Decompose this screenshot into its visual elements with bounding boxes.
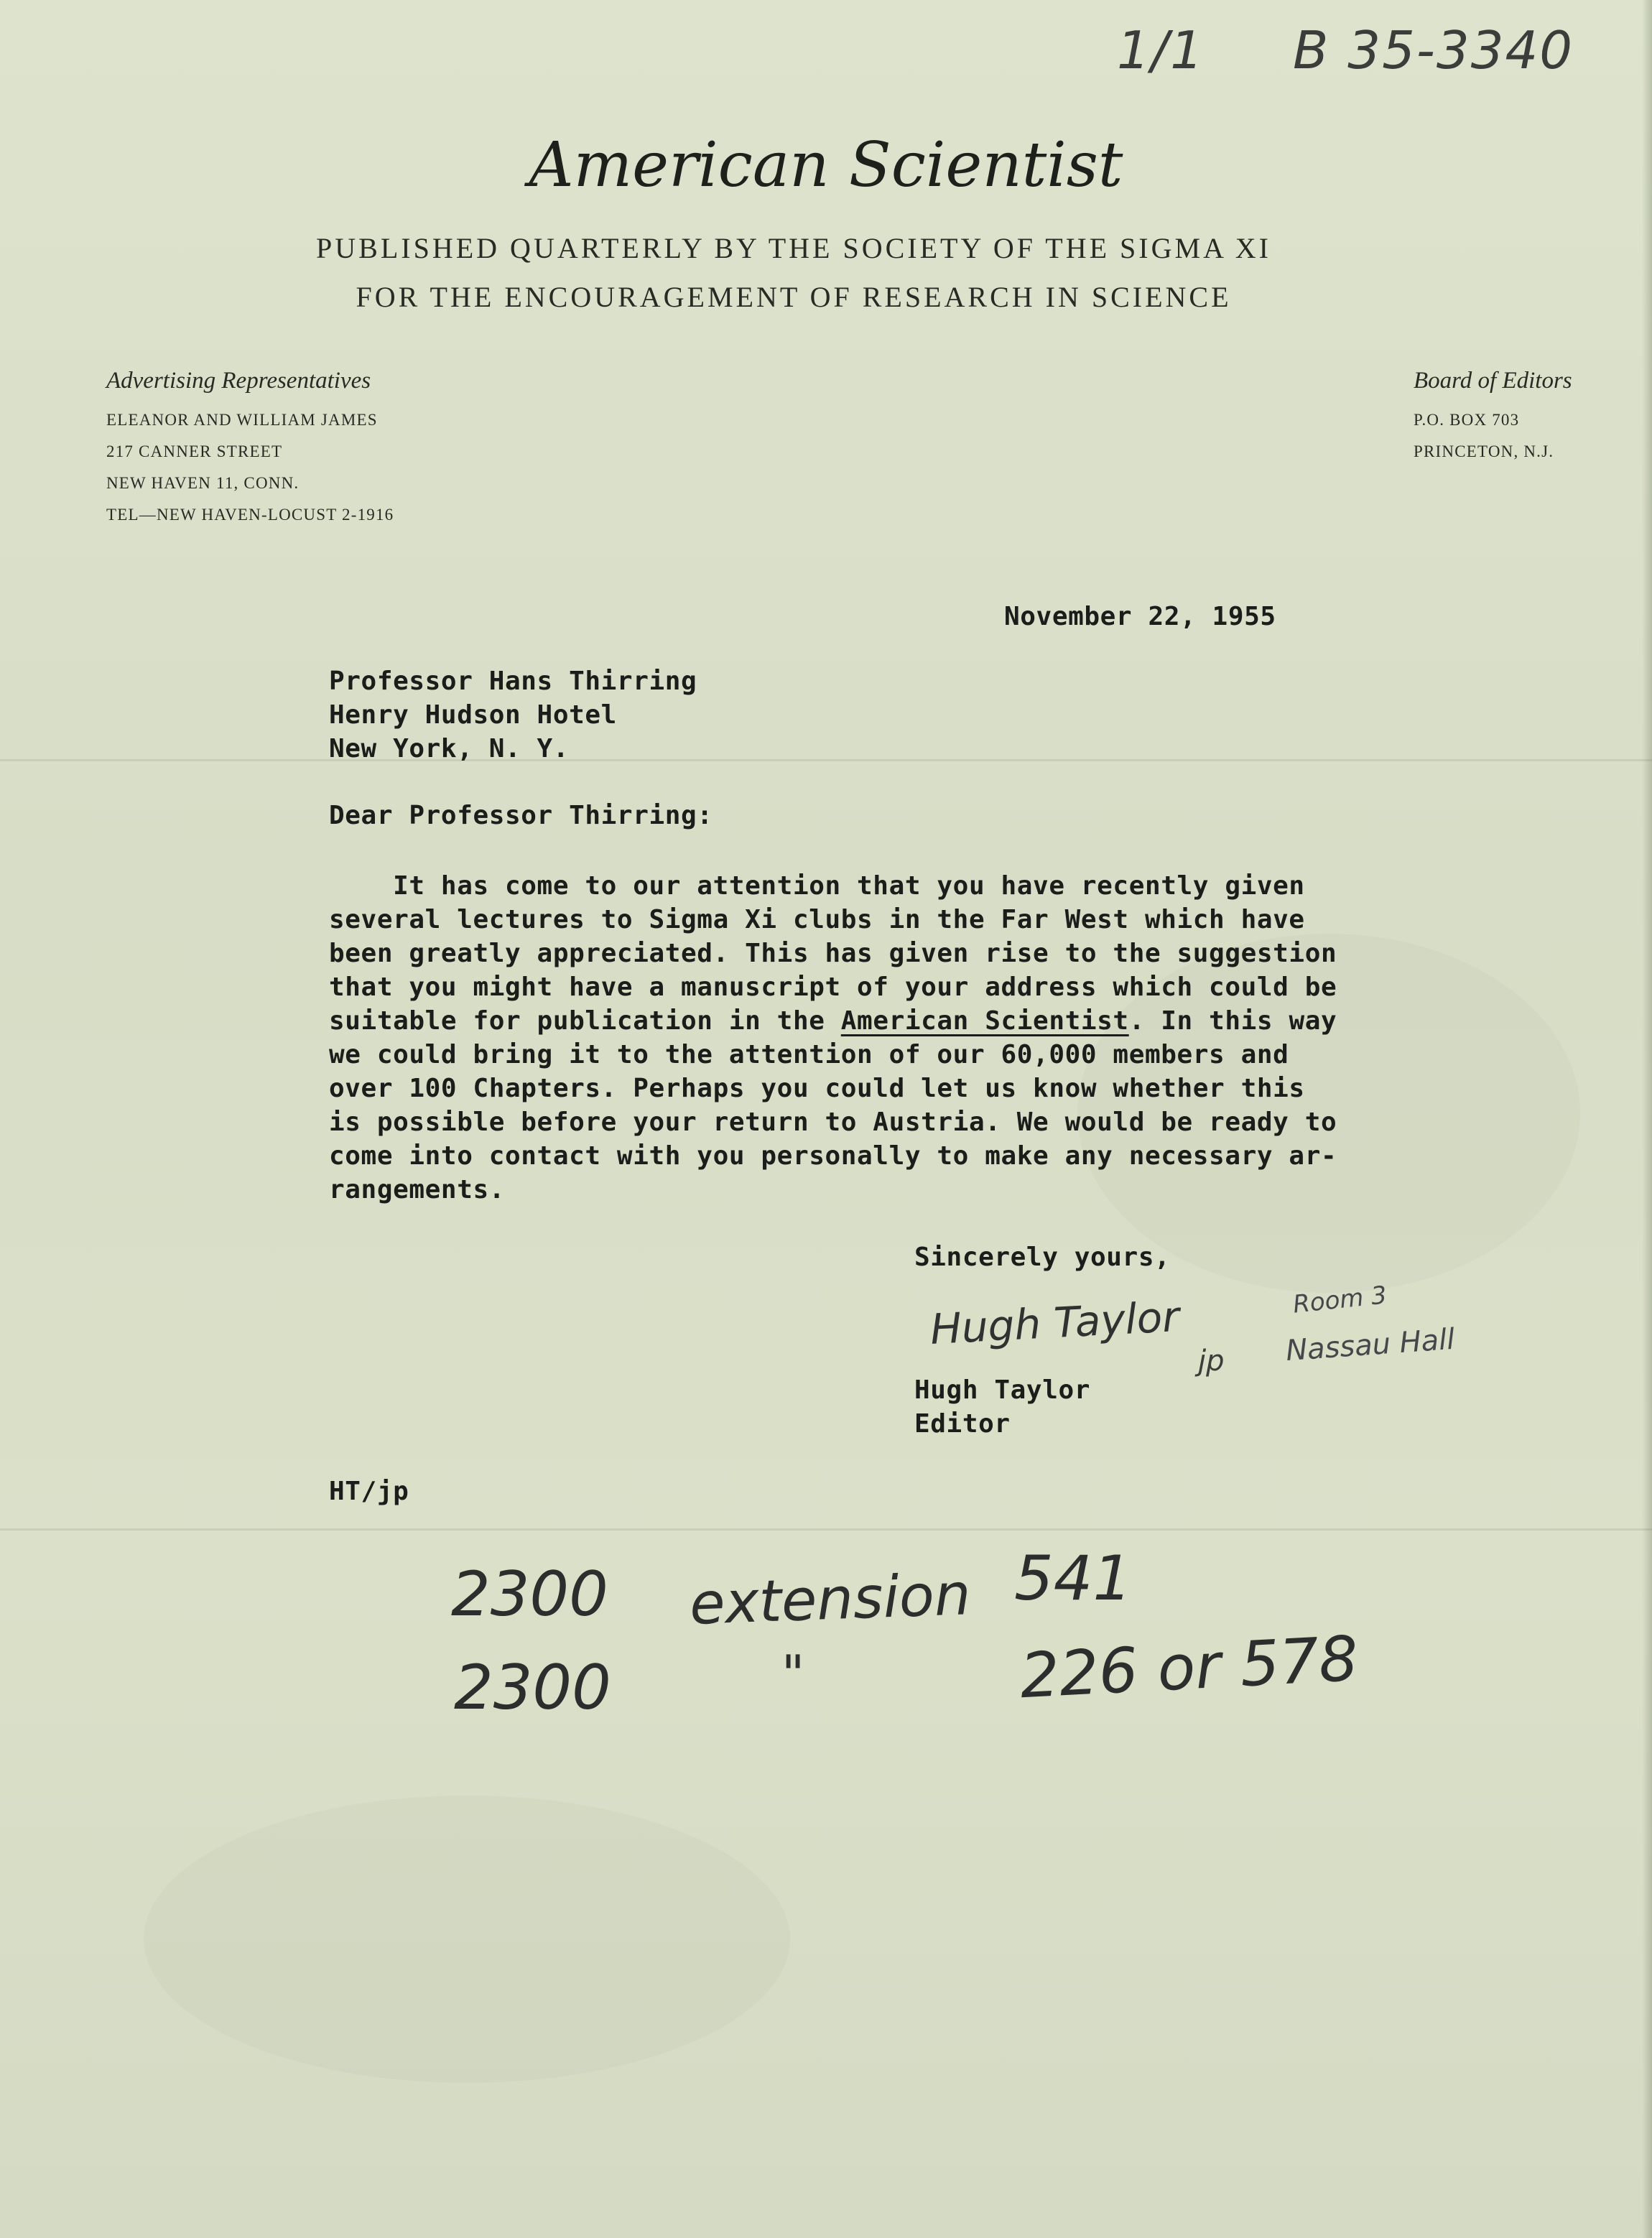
- body-line: is possible before your return to Austria. We would be ready to: [329, 1108, 1337, 1137]
- editors-heading: Board of Editors: [1414, 368, 1572, 394]
- handwritten-hall-note: Nassau Hall: [1284, 1322, 1456, 1368]
- letter-closing: Sincerely yours,: [914, 1243, 1171, 1272]
- advertising-line: NEW HAVEN 11, CONN.: [106, 474, 300, 492]
- paper-fold: [0, 759, 1652, 761]
- body-line-part: suitable for publication in the: [329, 1006, 841, 1036]
- body-line: over 100 Chapters. Perhaps you could let us know whether this: [329, 1074, 1305, 1103]
- body-line: It has come to our attention that you have recently given: [329, 871, 1305, 901]
- advertising-line: ELEANOR AND WILLIAM JAMES: [106, 411, 378, 429]
- recipient-line: New York, N. Y.: [329, 734, 570, 763]
- letter-salutation: Dear Professor Thirring:: [329, 801, 713, 830]
- handwritten-phone-number: 2300: [451, 1559, 608, 1630]
- handwritten-extension-number: 226 or 578: [1018, 1622, 1360, 1713]
- paper-stain: [144, 1796, 790, 2083]
- editors-block: [1414, 368, 1572, 468]
- archive-folio-mark: 1/1: [1117, 20, 1205, 80]
- handwritten-extension-word: extension: [688, 1561, 972, 1638]
- recipient-line: Professor Hans Thirring: [329, 667, 697, 696]
- body-line: come into contact with you personally to make any necessary ar-: [329, 1141, 1337, 1171]
- advertising-line: 217 CANNER STREET: [106, 442, 283, 460]
- signer-title: Editor: [914, 1409, 1011, 1439]
- paper-edge: [1642, 0, 1652, 2238]
- paper-fold: [0, 1528, 1652, 1531]
- signer-name: Hugh Taylor: [914, 1375, 1091, 1405]
- handwritten-phone-number: 2300: [454, 1652, 611, 1724]
- body-line: several lectures to Sigma Xi clubs in the Far West which have: [329, 905, 1305, 934]
- handwritten-signature: Hugh Taylor: [929, 1291, 1181, 1355]
- archive-signature-mark: B 35-3340: [1293, 20, 1574, 80]
- advertising-line: TEL—NEW HAVEN-LOCUST 2-1916: [106, 506, 394, 524]
- editors-line: P.O. BOX 703: [1414, 411, 1520, 429]
- body-line: been greatly appreciated. This has given rise to the suggestion: [329, 939, 1337, 968]
- masthead-subtitle-2: FOR THE ENCOURAGEMENT OF RESEARCH IN SCIENCE: [356, 281, 1232, 313]
- handwritten-extension-number: 541: [1014, 1543, 1133, 1615]
- body-line-part: . In this way: [1128, 1006, 1337, 1036]
- masthead-subtitle-1: PUBLISHED QUARTERLY BY THE SOCIETY OF THE SIGMA XI: [316, 232, 1271, 264]
- typist-initials: HT/jp: [329, 1477, 409, 1506]
- recipient-line: Henry Hudson Hotel: [329, 700, 617, 730]
- body-line: we could bring it to the attention of our 60,000 members and: [329, 1040, 1289, 1069]
- advertising-heading: Advertising Representatives: [106, 368, 371, 394]
- masthead-title: American Scientist: [529, 129, 1123, 201]
- body-line: [329, 1004, 1337, 1038]
- handwritten-room-note: Room 3: [1291, 1281, 1388, 1319]
- body-line: that you might have a manuscript of your address which could be: [329, 972, 1337, 1002]
- advertising-block: [106, 368, 394, 531]
- letter-date: November 22, 1955: [1004, 602, 1276, 631]
- journal-title-underlined: American Scientist: [840, 1006, 1129, 1036]
- handwritten-ditto-mark: ": [781, 1645, 805, 1704]
- editors-line: PRINCETON, N.J.: [1414, 442, 1554, 460]
- body-line: rangements.: [329, 1175, 506, 1204]
- handwritten-initials: jp: [1198, 1345, 1225, 1378]
